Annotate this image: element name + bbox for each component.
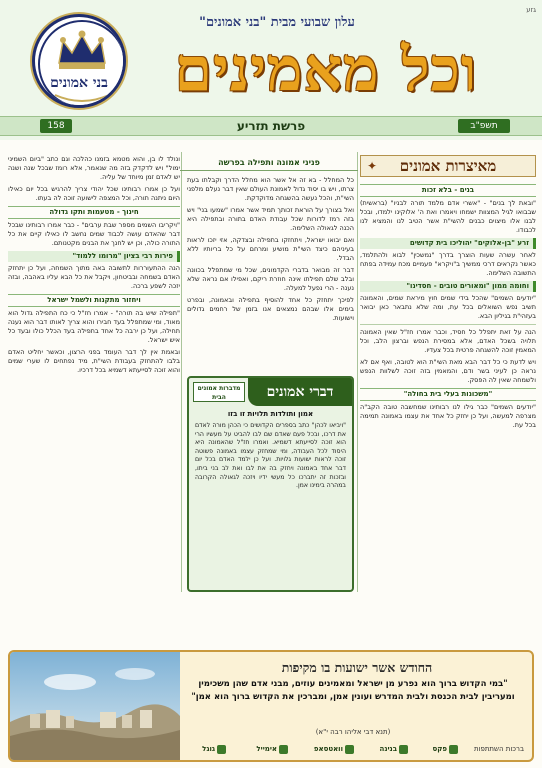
newsletter-tagline: עלון שבועי מבית "בני אמונים" [199,15,355,30]
section-text: "ובאת לך בנים" - "אשרי אדם מלמד תורה לבניו" (בראשית) שבבואו לגיל המצוות ישמחו ויאמרו ואת ה' אלוקינו ילמדו, ובכל לבנו אלו מיצוים כבנים להשי"ת אשר הטיב לנו והמציא לנו לכבודו. [360,199,536,234]
email-icon [279,745,288,754]
whatsapp-icon [345,745,354,754]
contacts-label: ברכות השתתפות [473,745,524,753]
contact-fax[interactable]: פקס [432,742,458,756]
paragraph: ואל בצורך על הוראת זכותך תמיד אשר אמרו "שמעו בני" ויש בזה רמז לדורות שכל עבודת האדם בתורה ובתפילה היא הכנה לגאולה השלימה. [187,206,354,232]
parsha-name: פרשת תזריע [236,119,306,133]
section-text: "יודעים השמים" כבר גילו לנו רבותינו שמחשבה טובה הקב"ה מצרפה למעשה, ועל כן יחזק כל אחד את עצמו באמונה תמימה בכל עת. [360,403,536,429]
dvri-emunim-subtitle: אמון ותולדות תלויות זו בזו [227,410,314,418]
right-column-text [360,181,536,641]
contact-email[interactable]: אימייל [256,742,288,756]
bottom-banner [8,650,534,762]
section-text: ויש לדעת כי כל דבר הבא מאת השי"ת הוא לטובה, ואף אם לא נראה כן לעיני בשר ודם, והמאמין בזה זוכה לשלוות הנפש ולשמחה שאין לה הפסק. [360,358,536,384]
fax-icon [449,745,458,754]
middle-column-text [187,176,354,372]
right-column-title: מאיצרות אמונים [399,157,497,175]
google-icon [217,745,226,754]
section-text: הנה ההתעוררות לתשובה באה מתוך השמחה, ועל כן יתחזק האדם בשמחה ובביטחון, ויקבל את כל הבא עליו באהבה, ובזה יזכה לשפע ברכה. [8,264,180,290]
masthead-title: וכל מאמינים [174,35,478,105]
section-text: "יודעים השמים" שהכל בידי שמים חוץ מיראת שמים, והאמונה תשיב נפש השואלים בכל עת, ומה שלא נתבאר כאן יבואר בעזהי"ת בגיליון הבא. [360,294,536,320]
banner-source: (תנא דבי אליהו רבה י"א) [315,728,391,736]
contact-google[interactable]: גוגל [202,742,226,756]
section-heading: "משכונות בעלי בית בחולה" [360,388,536,401]
issue-date: תשפ"ב [458,119,510,133]
section-heading: וחומה ממון "ומאורים טובים - חסדינו" [360,281,536,292]
banner-title: החודש אשר ישועות בו מקיפות [281,660,433,675]
column-divider [181,152,182,592]
masthead-header [0,0,542,140]
phone-icon [399,745,408,754]
middle-column-title: פניני אמונה ותפילה בפרשה [180,155,358,171]
section-text: הנה על זאת יתפלל כל חסיד, וכבר אמרו חז"ל שאין האמונה תלויה בשכל האדם, אלא במסירת הנפש וברצון הלב, וכל המאמין זוכה להשגחה פרטית בכל צעדיו. [360,328,536,354]
section-heading: ויחזור מתקנות ולשמל ישראל [8,294,180,307]
logo-wordmark: בני אמונים [50,75,108,91]
issue-number: 158 [40,119,72,133]
section-text: "תפילה שיש בה תורה" - אמרו חז"ל כי כח התפילה גדול הוא מאוד, ומי שמתפלל בעד חבירו והוא צריך לאותו דבר הוא נענה תחילה, ועל כן ירבה כל אחד בתפילה בעד הכלל כולו ובעד כל איש ישראל. [8,309,180,344]
section-heading: זרע "בן-אלוקים" יהוליכו בית קדושים [360,238,536,249]
right-column-title-box [360,155,536,177]
section-text: לאחר עשרה שעות הוצרך בדרך "נמשכין" לבוא ולהתלמד, כאשר נקראים דרכי ממשיך ב"ויקרא" פעמיים מכח עמידה בפתח התשובה השלימה. [360,251,536,277]
crown-icon [35,17,126,108]
column-divider [357,152,358,592]
section-heading: בנים - בלא זכות [360,184,536,197]
paragraph: ואם יבואו ישראל, ויתחזקו בתפילה ובצדקה, אזי יזכו לראות בעיניהם כיצד השי"ת מושיע ומרחם על כל בריותיו ללא הבדל. [187,236,354,262]
contact-phone[interactable]: בנינה [380,742,408,756]
jerusalem-landscape-image [10,652,180,760]
bnei-emunim-logo [32,14,126,108]
paragraph: ונולד לו בן, והוא מטמא בזמנו כהלכה וגם כתב "ביום השמיני ימול" ויש לדקדק בזה מה שנאמר, אלא רומז שבכל שנה ושנה יש לאדם זמן מיוחד של עליה. [8,155,180,181]
parsha-bar [0,116,542,136]
left-column-text [8,155,180,641]
section-heading: פירות רבי בציון "מרומו ללמוד" [8,251,180,262]
contact-bar [174,742,524,756]
paragraph: ועל כן אמרו רבותינו שכל יהודי צריך להרגיש בכל יום כאילו היום ניתנה תורה, וכל המצפה לישועה זוכה לה בעתו. [8,185,180,202]
dvri-emunim-text: "ויביאו לכהן" כתב בספרים הקדושים כי הכהן מורה לאדם את דרכו, ובכל פעם שאדם שם לבו להביט על מעשיו הרי הוא זוכה לסייעתא דשמיא. ואמרו חז"ל שהאמונה היא היסוד לכל העבודה, ומי שמחזק עצמו באמונה פשוטה זוכה לראות ישועות גלויות. ועל כן ילמד האדם בכל יום דבר אחד באמונה ויחזק בה את לבו ואת לב בני ביתו, ובזכות זה יתברכו כל מעשי ידיו ויזכה לגאולה הקרובה במהרה בימינו אמן. [195,422,346,490]
paragraph: כל המחלל - בא זה אל אשר הוא מחלל הדרך וקבלתו בעת צרתו, ויש בו יסוד גדול לאמונת העולם שאין דבר נעלם מלפני השי"ת, והכל נעשה בהשגחה מדוקדקת. [187,176,354,202]
banner-quote: "במי הקדוש ברוך הוא נפרע מן ישראל ומאמינים עוזים, מבני אדם שהן משכימין ומעריבין לבית הכנסת ולבית המדרש ועונין אמן, ומברכין את הקדוש ברוך הוא אמן" [191,679,515,702]
star-icon: ✦ [367,159,378,173]
section-text: ובאמת אין לך דבר העומד בפני הרצון, וכאשר יחליט האדם בלבו להתחזק בעבודת השי"ת, מיד נפתחים לו שערי שמים והוא זוכה לסייעתא דשמיא בכל דרכיו. [8,348,180,374]
divider-line [360,324,536,325]
page-number: גזע [526,6,536,14]
section-heading: חינוך - מטעמות ותקו גדולה [8,206,180,219]
paragraph: לפיכך יתחזק כל אחד להוסיף בתפילה ובאמונה, ובפרט בימים אלו שבהם נמצאים אנו בזמן של רחמים גדולים וישועות. [187,296,354,322]
dvri-emunim-tag: מדברות אמונים הבית [193,382,245,402]
dvri-emunim-title: דברי אמונים [248,378,352,406]
contact-whatsapp[interactable]: וואטסאפ [314,742,354,756]
paragraph: דבר זה מבואר בדברי הקדמונים, שכל מי שמתפלל בכוונה ובלב שלם תפילתו אינה חוזרת ריקם, ואפילו אם נראה שלא נענה - הרי נפעל למעלה. [187,266,354,292]
section-text: "ויקריבו השמים מספר שבת ערבים" - כבר אמרו רבותינו שבכל דבר שהאדם עושה לכבוד שמים נחשב לו כאילו קיים את כל התורה כולה, וכן יש לחנך את הבנים מקטנותם. [8,221,180,247]
dvri-emunim-box [187,376,354,592]
